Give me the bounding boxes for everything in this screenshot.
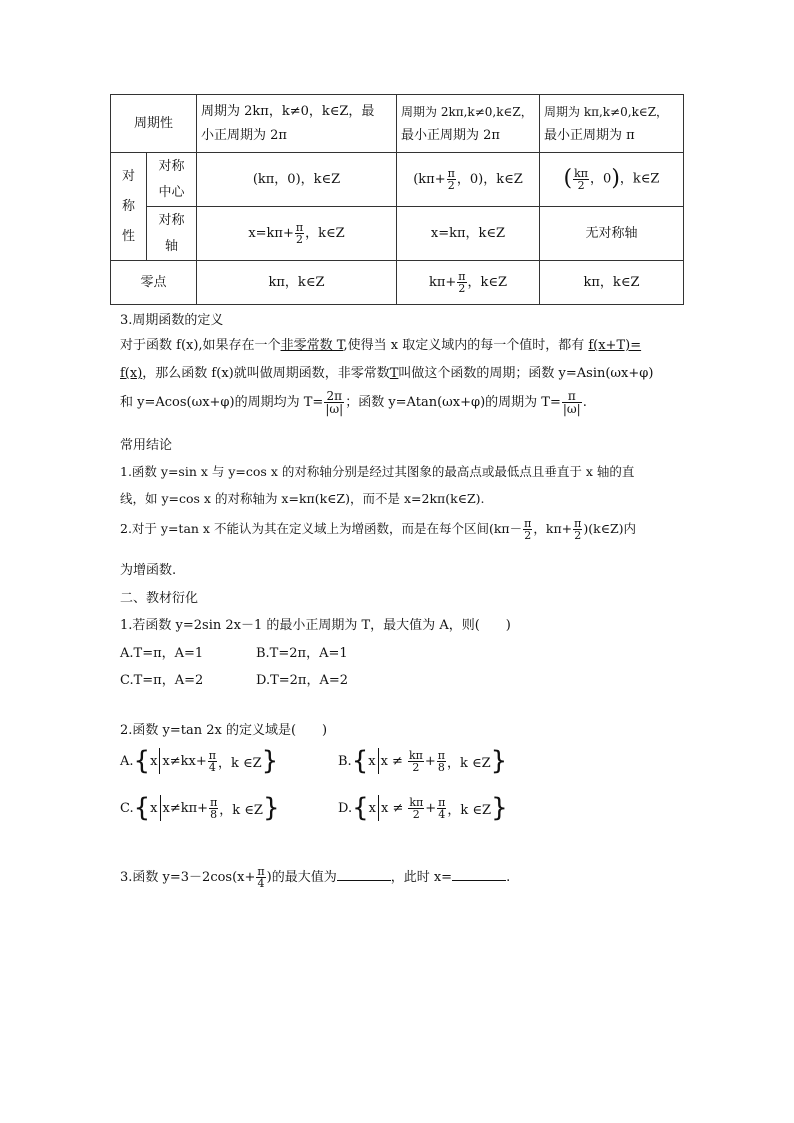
section3-heading: 3.周期函数的定义 — [120, 313, 224, 328]
sin-zero-cell: kπ，k∈Z — [197, 261, 397, 305]
set-plus: + — [425, 800, 437, 816]
q3-text: )的最大值为 — [266, 870, 337, 885]
center-label: 对称中心 — [147, 153, 197, 207]
q3-text: 3.函数 y=3－2cos(x+ — [120, 870, 256, 885]
q2-option-a — [120, 748, 278, 774]
conclusion2-line1 — [120, 518, 636, 541]
frac-den: 4 — [208, 760, 216, 774]
option-letter: D. — [338, 800, 353, 816]
frac-num: π — [437, 748, 445, 762]
conclusion1-line1: 1.函数 y=sin x 与 y=cos x 的对称轴分别是经过其图象的最高点或最低点且垂直于 x 轴的直 — [120, 464, 635, 479]
frac-den: 4 — [257, 877, 265, 890]
conclusion2-line2: 为增函数. — [120, 563, 177, 578]
frac-num: π — [458, 269, 466, 283]
sin-period-line1: 周期为 2kπ，k≠0，k∈Z，最 — [201, 103, 375, 119]
set-bar — [159, 748, 160, 774]
frac-den: 2 — [458, 281, 466, 295]
frac-num: π — [438, 795, 446, 809]
tan-center-tail: ，k∈Z — [619, 171, 660, 187]
tan-period-cell — [540, 95, 684, 153]
def-underlined-fx: f(x) — [120, 366, 143, 381]
definition-line2 — [120, 362, 653, 381]
q3-fraction — [256, 866, 265, 889]
conc-fraction2 — [573, 518, 582, 541]
cos-center-post: ，0)，k∈Z — [456, 171, 523, 187]
sin-center-cell: (kπ，0)，k∈Z — [197, 153, 397, 207]
set-var: x — [368, 753, 376, 769]
cos-period-cell — [397, 95, 540, 153]
cos-center-fraction — [447, 168, 456, 191]
cos-zero-post: ，k∈Z — [467, 274, 508, 290]
set-fraction — [209, 797, 218, 820]
trig-properties-table — [110, 94, 684, 305]
conc-fraction1 — [523, 518, 532, 541]
conc-text: ，kπ+ — [533, 521, 573, 536]
set-fraction1 — [408, 797, 424, 820]
def-text: . — [582, 395, 587, 410]
q3-answer-blank-max[interactable] — [337, 868, 391, 881]
set-fraction — [208, 750, 217, 773]
q1-option-a: A.T=π，A=1 — [120, 646, 204, 661]
right-brace: } — [262, 793, 280, 823]
frac-den: 2 — [447, 178, 455, 192]
option-letter: A. — [120, 753, 134, 769]
q3-text: ，此时 x= — [390, 870, 453, 885]
def-text: ，那么函数 f(x)就叫做周期函数，非零常数 — [142, 366, 390, 381]
q1-option-d: D.T=2π，A=2 — [256, 673, 349, 688]
set-var: x — [150, 800, 158, 816]
period-fraction-sin-cos — [324, 390, 344, 415]
q2-option-c — [120, 795, 280, 821]
sin-axis-pre: x=kπ+ — [248, 225, 294, 241]
axis-label: 对称轴 — [147, 207, 197, 261]
symmetry-group-label — [111, 153, 147, 261]
frac-num: π — [295, 220, 304, 234]
set-tail: ，k ∈Z — [447, 802, 492, 818]
conclusions-heading: 常用结论 — [120, 438, 173, 453]
question3 — [120, 866, 510, 889]
right-brace: } — [491, 793, 508, 823]
frac-num: π — [574, 517, 582, 530]
set-condition: x≠kx+ — [162, 753, 207, 769]
set-var: x — [368, 800, 376, 816]
cos-center-pre: (kπ+ — [413, 171, 446, 187]
set-condition: x ≠ — [380, 753, 403, 769]
frac-num: π — [447, 166, 455, 180]
option-letter: C. — [120, 800, 134, 816]
period-label: 周期性 — [111, 95, 197, 153]
set-tail: ，k ∈Z — [217, 755, 262, 771]
frac-num: π — [210, 795, 218, 809]
def-underlined-fxT: f(x+T)= — [588, 338, 642, 353]
left-brace: { — [351, 746, 369, 776]
right-brace: } — [490, 746, 508, 776]
frac-den: 2 — [574, 529, 582, 542]
set-condition: x ≠ — [380, 800, 404, 816]
frac-den: 8 — [210, 807, 218, 821]
def-text: 对于函数 f(x),如果存在一个 — [120, 338, 281, 353]
set-tail: ，k ∈Z — [446, 755, 491, 771]
cos-zero-cell — [397, 261, 540, 305]
frac-den: 2 — [577, 178, 585, 192]
def-underlined-nonzero-T: 非零常数 T — [280, 338, 344, 353]
set-fraction2 — [437, 797, 446, 820]
cos-center-cell — [397, 153, 540, 207]
def-underlined-T: T — [389, 366, 399, 381]
conc-text: )(k∈Z)内 — [583, 521, 637, 536]
question2-stem: 2.函数 y=tan 2x 的定义域是( ) — [120, 723, 328, 738]
question1-stem: 1.若函数 y=2sin 2x－1 的最小正周期为 T，最大值为 A，则( ) — [120, 618, 511, 633]
set-fraction1 — [408, 750, 424, 773]
frac-den: 2 — [295, 232, 303, 246]
frac-num: 2π — [324, 390, 344, 403]
left-brace: { — [133, 793, 151, 823]
set-var: x — [150, 753, 158, 769]
table-row-zero — [111, 261, 684, 305]
left-brace: { — [352, 793, 369, 823]
sin-axis-fraction — [295, 222, 304, 245]
set-tail: ，k ∈Z — [219, 802, 263, 818]
frac-num: kπ — [574, 166, 589, 180]
q2-option-b — [338, 748, 507, 774]
sin-axis-post: ，k∈Z — [305, 225, 345, 241]
frac-den: |ω| — [325, 402, 344, 416]
cos-period-line2: 最小正周期为 2π — [401, 127, 500, 143]
q1-option-c: C.T=π，A=2 — [120, 673, 204, 688]
cos-zero-pre: kπ+ — [428, 274, 457, 290]
set-bar — [378, 748, 379, 774]
tan-center-fraction — [573, 168, 589, 191]
period-fraction-tan — [562, 390, 582, 415]
def-text: 和 y=Acos(ωx+φ)的周期均为 T= — [120, 395, 324, 410]
cos-period-line1: 周期为 2kπ,k≠0,k∈Z， — [401, 104, 533, 119]
def-text: ,使得当 x 取定义域内的每一个值时，都有 — [343, 338, 589, 353]
q1-option-b: B.T=2π，A=1 — [256, 646, 348, 661]
left-brace: { — [133, 746, 151, 776]
tan-center-cell: ( $\frac{k\pi}{2}$ ，0)，k∈Z — [540, 153, 684, 207]
q3-answer-blank-x[interactable] — [452, 868, 506, 881]
sin-axis-cell — [197, 207, 397, 261]
zero-label: 零点 — [111, 261, 197, 305]
symmetry-group-text: 对称性 — [121, 168, 135, 244]
option-letter: B. — [338, 753, 352, 769]
frac-den: |ω| — [562, 402, 581, 416]
frac-num: π — [562, 390, 582, 403]
set-condition: x≠kπ+ — [162, 800, 209, 816]
tan-period-line2: 最小正周期为 π — [544, 127, 635, 143]
frac-num: π — [257, 865, 265, 878]
set-plus: + — [424, 753, 436, 769]
def-text: ；函数 y=Atan(ωx+φ)的周期为 T= — [345, 395, 561, 410]
set-bar — [378, 795, 379, 821]
table-row-center — [111, 153, 684, 207]
def-text: 叫做这个函数的周期；函数 y=Asin(ωx+φ) — [398, 366, 654, 381]
tan-zero-cell: kπ，k∈Z — [540, 261, 684, 305]
sin-period-line2: 小正周期为 2π — [201, 127, 287, 143]
definition-line3 — [120, 390, 587, 415]
cos-axis-cell: x=kπ，k∈Z — [397, 207, 540, 261]
conc-text: 2.对于 y=tan x 不能认为其在定义域上为增函数，而是在每个区间(kπ－ — [120, 521, 523, 536]
frac-den: 2 — [412, 760, 420, 774]
cos-zero-fraction — [457, 271, 466, 294]
frac-den: 2 — [524, 529, 532, 542]
frac-den: 2 — [412, 807, 420, 821]
q2-option-d — [338, 795, 508, 821]
right-brace: } — [261, 746, 279, 776]
definition-line1 — [120, 334, 641, 353]
section2-heading: 二、教材衍化 — [120, 591, 199, 606]
frac-den: 4 — [438, 807, 446, 821]
tan-center-post: ，0 — [590, 171, 612, 187]
frac-den: 8 — [437, 760, 445, 774]
conclusion1-line2: 线，如 y=cos x 的对称轴为 x=kπ(k∈Z)，而不是 x=2kπ(k∈Z). — [120, 491, 485, 506]
table-row-axis — [111, 207, 684, 261]
frac-num: π — [208, 748, 216, 762]
q3-text: . — [506, 870, 511, 885]
set-fraction2 — [437, 750, 446, 773]
set-bar — [160, 795, 161, 821]
sin-period-cell — [197, 95, 397, 153]
frac-num: kπ — [409, 795, 424, 809]
frac-num: kπ — [408, 748, 423, 762]
frac-num: π — [524, 517, 532, 530]
tan-axis-cell: 无对称轴 — [540, 207, 684, 261]
tan-period-line1: 周期为 kπ,k≠0,k∈Z， — [544, 104, 669, 119]
table-row-period — [111, 95, 684, 153]
